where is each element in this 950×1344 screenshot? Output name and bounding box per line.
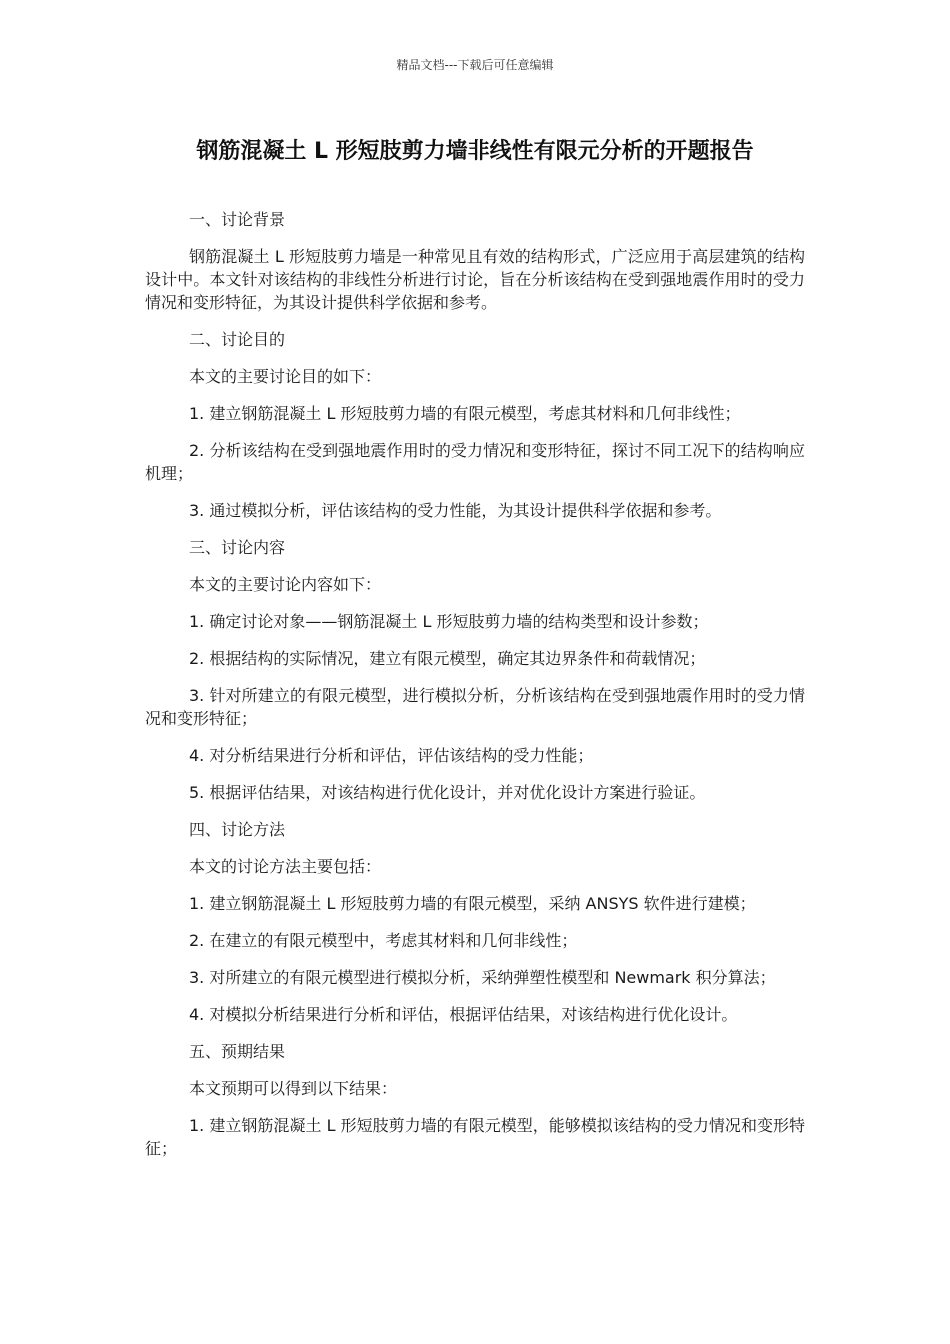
paragraph-expected-intro: 本文预期可以得到以下结果： [189, 1079, 398, 1098]
list-item-purpose-3: 3. 通过模拟分析，评估该结构的受力性能，为其设计提供科学依据和参考。 [189, 501, 722, 520]
list-item-content-4: 4. 对分析结果进行分析和评估，评估该结构的受力性能； [189, 746, 594, 765]
list-item-expected-1: 1. 建立钢筋混凝土 L 形短肢剪力墙的有限元模型，能够模拟该结构的受力情况和变形特征； [145, 1116, 805, 1158]
paragraph-background: 钢筋混凝土 L 形短肢剪力墙是一种常见且有效的结构形式，广泛应用于高层建筑的结构设计中。本文针对该结构的非线性分析进行讨论，旨在分析该结构在受到强地震作用时的受力情况和变形特征，为其设计提供科学依据和参考。 [145, 247, 805, 312]
section-heading-purpose: 二、讨论目的 [189, 330, 286, 349]
paragraph-purpose-intro: 本文的主要讨论目的如下： [189, 367, 382, 386]
list-item-content-1: 1. 确定讨论对象——钢筋混凝土 L 形短肢剪力墙的结构类型和设计参数； [189, 612, 709, 631]
list-item-content-2: 2. 根据结构的实际情况，建立有限元模型，确定其边界条件和荷载情况； [189, 649, 706, 668]
list-item-method-3: 3. 对所建立的有限元模型进行模拟分析，采纳弹塑性模型和 Newmark 积分算法； [189, 968, 776, 987]
section-heading-method: 四、讨论方法 [189, 820, 286, 839]
section-heading-content: 三、讨论内容 [189, 538, 286, 557]
page-header: 精品文档---下载后可任意编辑 [396, 58, 554, 72]
list-item-method-2: 2. 在建立的有限元模型中，考虑其材料和几何非线性； [189, 931, 578, 950]
document-body [145, 208, 805, 1174]
section-heading-background: 一、讨论背景 [189, 210, 286, 229]
paragraph-method-intro: 本文的讨论方法主要包括： [189, 857, 382, 876]
document-title: 钢筋混凝土 L 形短肢剪力墙非线性有限元分析的开题报告 [196, 139, 754, 164]
list-item-content-3: 3. 针对所建立的有限元模型，进行模拟分析，分析该结构在受到强地震作用时的受力情况和变形特征； [145, 686, 805, 728]
list-item-purpose-2: 2. 分析该结构在受到强地震作用时的受力情况和变形特征，探讨不同工况下的结构响应机理； [145, 441, 805, 483]
section-heading-expected: 五、预期结果 [189, 1042, 286, 1061]
list-item-purpose-1: 1. 建立钢筋混凝土 L 形短肢剪力墙的有限元模型，考虑其材料和几何非线性； [189, 404, 741, 423]
paragraph-content-intro: 本文的主要讨论内容如下： [189, 575, 382, 594]
list-item-method-4: 4. 对模拟分析结果进行分析和评估，根据评估结果，对该结构进行优化设计。 [189, 1005, 738, 1024]
list-item-content-5: 5. 根据评估结果，对该结构进行优化设计，并对优化设计方案进行验证。 [189, 783, 706, 802]
list-item-method-1: 1. 建立钢筋混凝土 L 形短肢剪力墙的有限元模型，采纳 ANSYS 软件进行建模； [189, 894, 756, 913]
